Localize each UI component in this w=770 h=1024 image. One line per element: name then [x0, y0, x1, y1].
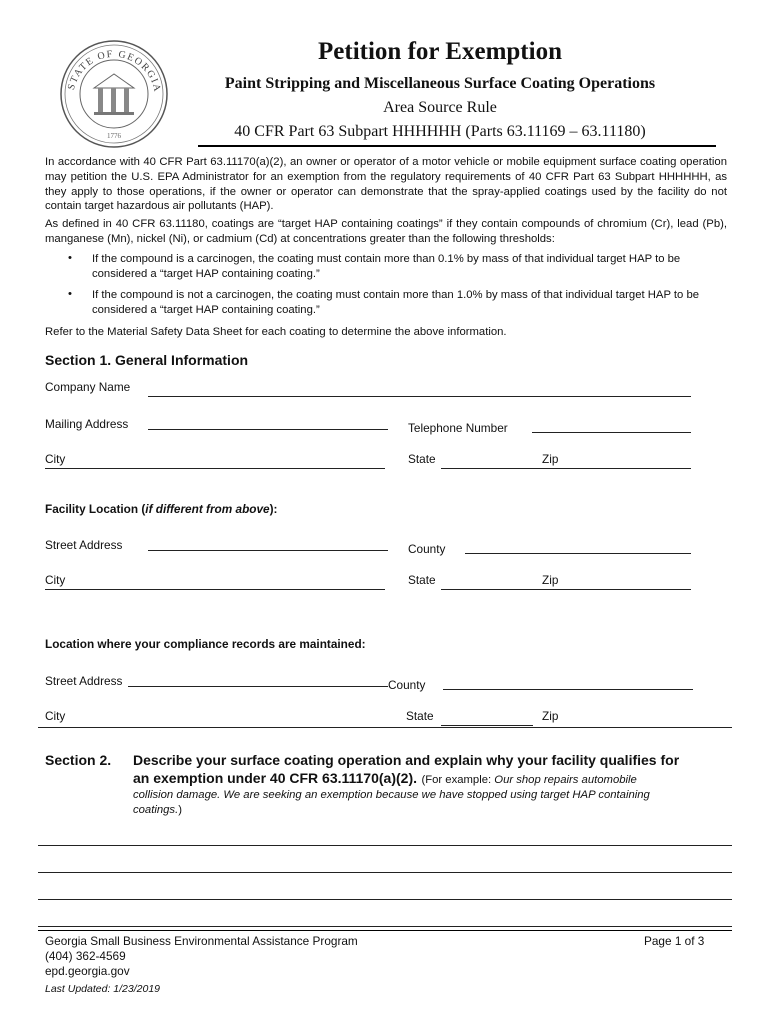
section-2-heading-line-2: an exemption under 40 CFR 63.11170(a)(2). (For example: Our shop repairs automobile — [133, 770, 637, 786]
facility-city-field[interactable] — [45, 589, 385, 590]
section-2-number: Section 2. — [45, 752, 112, 768]
records-city-label: City — [45, 709, 66, 723]
footer-website[interactable]: epd.georgia.gov — [45, 964, 130, 978]
footer-updated: Last Updated: 1/23/2019 — [45, 983, 161, 995]
facility-state-field[interactable] — [441, 589, 533, 590]
records-zip-label: Zip — [542, 709, 559, 723]
state-label: State — [408, 452, 436, 466]
section-divider — [38, 727, 732, 728]
footer-phone: (404) 362-4569 — [45, 949, 126, 963]
mailing-address-label: Mailing Address — [45, 417, 129, 431]
facility-state-label: State — [408, 573, 436, 587]
records-street-field[interactable] — [128, 686, 388, 687]
telephone-label: Telephone Number — [408, 421, 508, 435]
telephone-field[interactable] — [532, 432, 691, 433]
city-label: City — [45, 452, 66, 466]
records-state-field[interactable] — [441, 725, 533, 726]
threshold-bullet-1: If the compound is a carcinogen, the coating must contain more than 0.1% by mass of that individual target HAP to be considered a “target HAP containing coating.” — [92, 253, 681, 280]
facility-city-label: City — [45, 573, 66, 587]
page-subtitle: Paint Stripping and Miscellaneous Surface Coating Operations — [224, 75, 656, 92]
zip-field[interactable] — [533, 468, 691, 469]
georgia-state-seal — [58, 38, 170, 150]
city-field[interactable] — [45, 468, 385, 469]
citation: 40 CFR Part 63 Subpart HHHHHH (Parts 63.11169 – 63.11180) — [234, 123, 646, 140]
records-state-label: State — [406, 709, 434, 723]
facility-county-field[interactable] — [465, 553, 691, 554]
records-location-heading: Location where your compliance records are maintained: — [45, 637, 366, 651]
seal-text: STATE OF GEORGIA — [65, 48, 163, 94]
header-divider — [198, 145, 716, 147]
facility-street-label: Street Address — [45, 538, 123, 552]
page-number: Page 1 of 3 — [644, 934, 705, 948]
state-field[interactable] — [441, 468, 533, 469]
section-2-example: collision damage. We are seeking an exemption because we have stopped using target HAP containing coatings.) — [133, 789, 650, 816]
intro-paragraph-2: As defined in 40 CFR 63.11180, coatings are “target HAP containing coatings” if they contain compounds of chromium (Cr), lead (Pb), manganese (Mn), nickel (Ni), or cadmium (Cd) at concentrations greater than the following thresholds: — [45, 218, 727, 245]
records-county-field[interactable] — [443, 689, 693, 690]
facility-street-field[interactable] — [148, 550, 388, 551]
footer-divider — [38, 930, 732, 931]
response-line-2[interactable] — [38, 872, 732, 873]
svg-text:1776: 1776 — [107, 132, 121, 140]
records-county-label: County — [388, 678, 426, 692]
rule-name: Area Source Rule — [383, 99, 497, 116]
intro-paragraph-3: Refer to the Material Safety Data Sheet for each coating to determine the above information. — [45, 326, 507, 338]
facility-county-label: County — [408, 542, 446, 556]
section-2-heading-line-1: Describe your surface coating operation and explain why your facility qualifies for — [133, 752, 680, 768]
footer-program: Georgia Small Business Environmental Assistance Program — [45, 934, 358, 948]
company-name-field[interactable] — [148, 396, 691, 397]
page-title: Petition for Exemption — [318, 38, 562, 65]
threshold-bullet-2: If the compound is not a carcinogen, the coating must contain more than 1.0% by mass of that individual target HAP to be considered a “target HAP containing coating.” — [92, 289, 700, 316]
bullet-icon: • — [68, 288, 72, 300]
section-1-heading: Section 1. General Information — [45, 352, 249, 368]
zip-label: Zip — [542, 452, 559, 466]
facility-zip-label: Zip — [542, 573, 559, 587]
intro-paragraph-1: In accordance with 40 CFR Part 63.11170(a)(2), an owner or operator of a motor vehicle or mobile equipment surface coating operation may petition the U.S. EPA Administrator for an exemption from the regulatory requirements of 40 CFR Part 63 Subpart HHHHHH, as they apply to those operations, if the owner or operator can demonstrate that the spray-applied coatings used by the facility do not contain target hazardous air pollutants (HAP). — [45, 156, 727, 213]
bullet-icon: • — [68, 252, 72, 264]
facility-zip-field[interactable] — [533, 589, 691, 590]
mailing-address-field[interactable] — [148, 429, 388, 430]
response-line-3[interactable] — [38, 899, 732, 900]
records-street-label: Street Address — [45, 674, 123, 688]
facility-location-heading: Facility Location (if different from above): — [45, 502, 278, 516]
company-name-label: Company Name — [45, 380, 131, 394]
response-line-4[interactable] — [38, 926, 732, 927]
response-line-1[interactable] — [38, 845, 732, 846]
